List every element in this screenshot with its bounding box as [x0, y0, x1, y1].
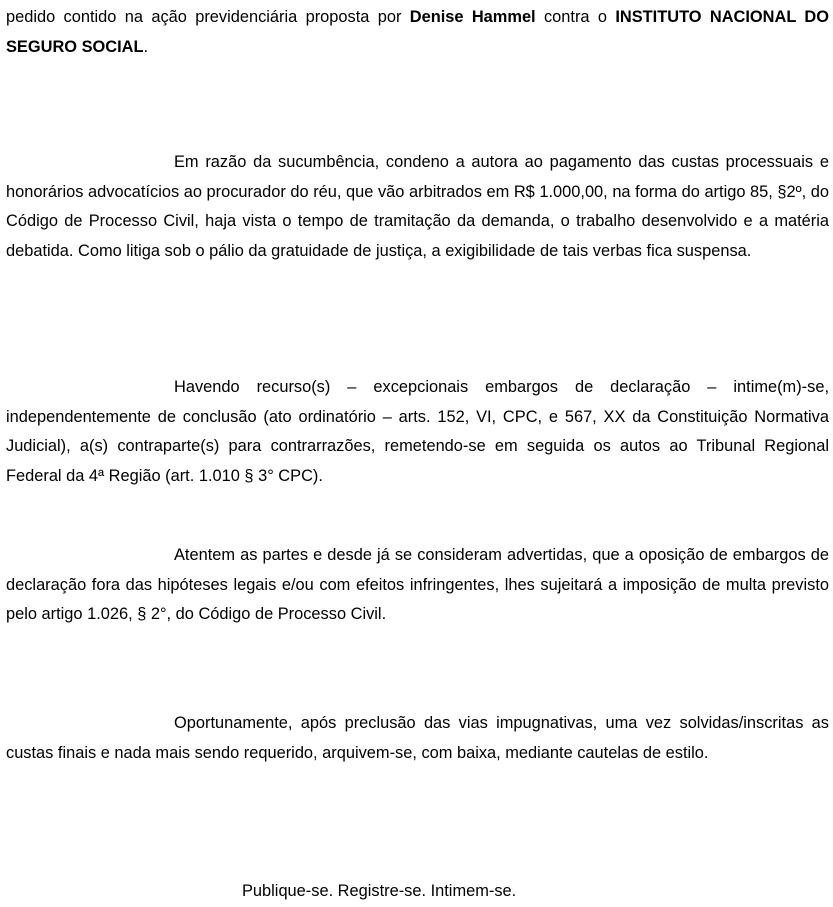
paragraph-costs-fees: Em razão da sucumbência, condeno a autora ao pagamento das custas processuais e honorários advocatícios ao procurador do réu, que vão arbitrados em R$ 1.000,00, na forma do artigo 85, §2º, do Código de Processo Civil, haja vista o tempo de tramitação da demanda, o trabalho desenvolvido e a matéria debatida. Como litiga sob o pálio da gratuidade de justiça, a exigibilidade de tais verbas fica suspensa.: [6, 153, 829, 260]
defendant-name: INSTITUTO NACIONAL DO SEGURO SOCIAL: [6, 8, 829, 56]
paragraph-publish: Publique-se. Registre-se. Intimem-se.: [242, 882, 517, 900]
p1-text-middle: contra o: [535, 8, 616, 26]
paragraph-judgment-conclusion: [6, 3, 829, 62]
paragraph-embargos-warning: Atentem as partes e desde já se consideram advertidas, que a oposição de embargos de declaração fora das hipóteses legais e/ou com efeitos infringentes, lhes sujeitará a imposição de multa previsto pelo artigo 1.026, § 2°, do Código de Processo Civil.: [6, 546, 829, 623]
p1-text-before: pedido contido na ação previdenciária proposta por: [6, 8, 410, 26]
paragraph-appeal: Havendo recurso(s) – excepcionais embargos de declaração – intime(m)-se, independentemente de conclusão (ato ordinatório – arts. 152, VI, CPC, e 567, XX da Constituição Normativa Judicial), a(s) contraparte(s) para contrarrazões, remetendo-se em seguida os autos ao Tribunal Regional Federal da 4ª Região (art. 1.010 § 3° CPC).: [6, 378, 829, 485]
paragraph-archive: Oportunamente, após preclusão das vias impugnativas, uma vez solvidas/inscritas as custas finais e nada mais sendo requerido, arquivem-se, com baixa, mediante cautelas de estilo.: [6, 714, 829, 762]
plaintiff-name: Denise Hammel: [409, 8, 536, 26]
p1-text-end: .: [143, 37, 149, 56]
